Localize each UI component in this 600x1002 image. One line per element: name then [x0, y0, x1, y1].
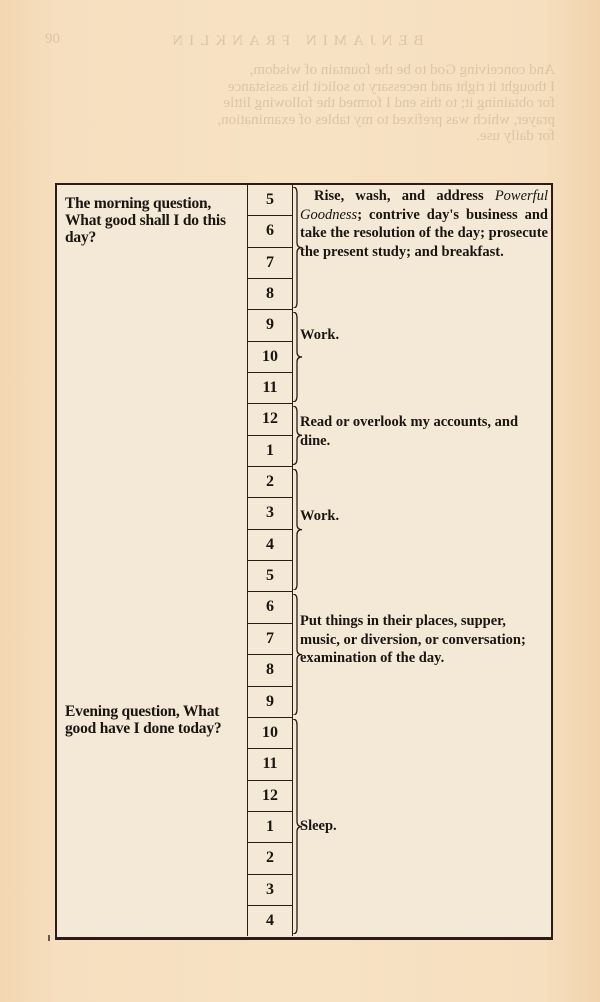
- activity-text: ; contrive day's business and take the resolution of the day; prosecute the present study; and breakfast.: [300, 206, 548, 260]
- hour-cell: 10: [248, 717, 292, 748]
- bleed-line: I thought it right and necessary to solicit his assistance: [227, 78, 555, 95]
- hour-cell: 8: [248, 654, 292, 685]
- bleed-body-text: [70, 62, 555, 145]
- curly-brace: [292, 469, 304, 590]
- activity-text: Rise, wash, and address: [314, 188, 495, 204]
- evening-question: Evening question, What good have I done today?: [65, 703, 222, 737]
- activity-italic-text: Powerful Goodness: [300, 188, 548, 223]
- hour-cell: 11: [248, 372, 292, 403]
- activity-work-afternoon: Work.: [300, 508, 340, 524]
- hour-cell: 3: [248, 497, 292, 528]
- hour-cell: 8: [248, 278, 292, 309]
- hour-cell: 7: [248, 247, 292, 278]
- hour-cell: 9: [248, 686, 292, 717]
- hour-column: [247, 185, 293, 936]
- bleed-running-header: BENJAMIN FRANKLIN: [166, 33, 424, 49]
- hour-cell: 6: [248, 215, 292, 246]
- bleed-page-number: 90: [45, 31, 60, 47]
- hour-cell: 2: [248, 466, 292, 497]
- activity-morning-routine: [300, 187, 548, 261]
- print-mark: [48, 935, 50, 941]
- activity-text: examination of the day.: [300, 650, 445, 666]
- hour-cell: 6: [248, 591, 292, 622]
- activity-text: Put things in their places, supper, music, or diversion, or conversation;: [300, 613, 526, 648]
- hour-cell: 12: [248, 403, 292, 434]
- bleed-line: prayer, which was prefixed to my tables of examination,: [217, 111, 555, 128]
- activity-sleep: Sleep.: [300, 818, 337, 834]
- hour-cell: 10: [248, 341, 292, 372]
- hour-cell: 1: [248, 811, 292, 842]
- activity-work-morning: Work.: [300, 327, 340, 343]
- hour-cell: 12: [248, 780, 292, 811]
- hour-cell: 4: [248, 529, 292, 560]
- hour-cell: 9: [248, 309, 292, 340]
- hour-cell: 1: [248, 435, 292, 466]
- activity-accounts-dine: Read or overlook my accounts, and dine.: [300, 414, 519, 449]
- hour-cell: 5: [248, 560, 292, 591]
- activity-evening: [300, 612, 548, 668]
- hour-cell: 3: [248, 874, 292, 905]
- hour-cell: 11: [248, 748, 292, 779]
- hour-cell: 5: [266, 191, 274, 208]
- bleed-line: for obtaining it; to this end I formed the following little: [223, 95, 555, 111]
- hour-cell: 7: [248, 623, 292, 654]
- bleed-line: And conceiving God to be the fountain of wisdom,: [249, 62, 555, 78]
- bleed-line: for daily use.: [476, 128, 555, 144]
- hour-cell: 4: [248, 905, 292, 936]
- hour-cell: 2: [248, 842, 292, 873]
- morning-question: The morning question, What good shall I do this day?: [65, 195, 226, 246]
